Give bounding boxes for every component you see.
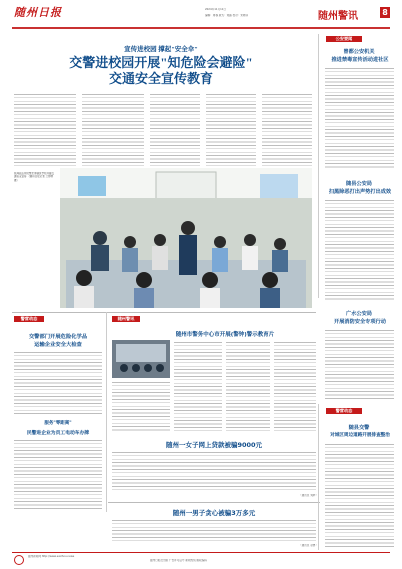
lead-photo xyxy=(60,168,312,308)
right-item3-title-2: 开展消防安全专项行动 xyxy=(334,319,386,325)
right-item3-title-1: 广水公安局 xyxy=(346,311,372,317)
lead-headline-1: 交警进校园开展"知危险会避险" xyxy=(69,55,253,70)
mid-left-tag: 警营动态 xyxy=(14,316,44,322)
lead-body-col-1 xyxy=(14,94,76,166)
mid-left-title-3: 民警进企业为员工电动车办牌 xyxy=(26,431,90,436)
center-body-4 xyxy=(274,342,316,432)
mid-left-body-2 xyxy=(14,440,102,510)
bottom-right-title-1: 随县交警 xyxy=(348,425,370,431)
footer-seal xyxy=(14,555,24,565)
page-number: 8 xyxy=(380,7,390,18)
bottom-right-divider xyxy=(318,404,319,550)
fraud2-body xyxy=(112,520,316,544)
center-body-1 xyxy=(112,382,170,432)
mid-left-divider xyxy=(106,312,107,512)
right-item2-title-1: 随县公安局 xyxy=(346,181,372,187)
date-line: 2024年11月11日 xyxy=(205,8,226,11)
center-title: 随州市警务中心市开展(警钟)警示教育片 xyxy=(175,332,275,338)
lead-column-divider xyxy=(318,34,319,298)
newspaper-logo: 随州日报 xyxy=(14,7,62,19)
mid-left-subtag: 服务"零距离" xyxy=(44,421,72,426)
fraud1-body xyxy=(112,452,316,492)
lead-headline-2: 交通安全宣传教育 xyxy=(108,71,213,86)
right-item1-title-2: 推进禁毒宣传活动进社区 xyxy=(331,57,389,63)
right-item3-body xyxy=(325,330,394,400)
edition-info: 编辑：周蓉 版式：刘露 校对：朱晓菲 xyxy=(205,14,249,17)
masthead-rule xyxy=(12,27,390,29)
right-item2-body xyxy=(325,200,394,300)
section-title: 随州警讯 xyxy=(318,11,358,22)
fraud2-title: 随州一男子贪心被骗3万多元 xyxy=(172,509,256,517)
mid-divider xyxy=(12,312,316,313)
fraud-divider xyxy=(108,502,320,503)
footer-line-2: 随州日报社出版 广告许可证号 新闻热线 邮政编码 xyxy=(150,559,207,562)
bottom-right-body xyxy=(325,444,394,548)
mid-left-title-2: 运输企业安全大检查 xyxy=(34,342,82,348)
center-body-2 xyxy=(174,342,222,432)
masthead xyxy=(0,0,402,32)
photo-caption: 张湾派出所民警走进辖区学校开展交通安全宣传 （随州日报记者 兰婷婷摄） xyxy=(14,172,54,182)
fraud1-byline: （通讯员 刘梦） xyxy=(299,494,318,497)
center-body-3 xyxy=(226,342,270,432)
mid-left-body xyxy=(14,352,102,414)
lead-body-col-5 xyxy=(262,94,312,166)
lead-kicker: 宣传进校园 撑起"安全伞" xyxy=(124,46,198,53)
center-tag: 随州警讯 xyxy=(112,316,140,322)
bottom-right-title-2: 对城区周边道路开展排查整治 xyxy=(330,433,390,438)
right-item2-title-2: 扫黑除恶打出声势打出成效 xyxy=(328,189,392,195)
footer-rule xyxy=(12,552,390,553)
lead-body-col-3 xyxy=(150,94,200,166)
lead-body-col-4 xyxy=(206,94,256,166)
lead-body-col-2 xyxy=(82,94,144,166)
right-item1-title-1: 曾都公安机关 xyxy=(343,49,375,55)
fraud2-byline: （通讯员 余勇） xyxy=(299,544,318,547)
center-photo xyxy=(112,340,170,378)
bottom-right-tag: 警营动态 xyxy=(326,408,362,414)
footer-line-1: 随州新闻网 http://www.suizhou.news xyxy=(28,555,75,558)
right-item1-body xyxy=(325,68,394,168)
fraud1-title: 随州一女子网上贷款被骗9000元 xyxy=(165,441,263,449)
mid-left-title-1: 交警部门开展危险化学品 xyxy=(28,334,88,340)
right-col-tag: 公安要闻 xyxy=(326,36,362,42)
